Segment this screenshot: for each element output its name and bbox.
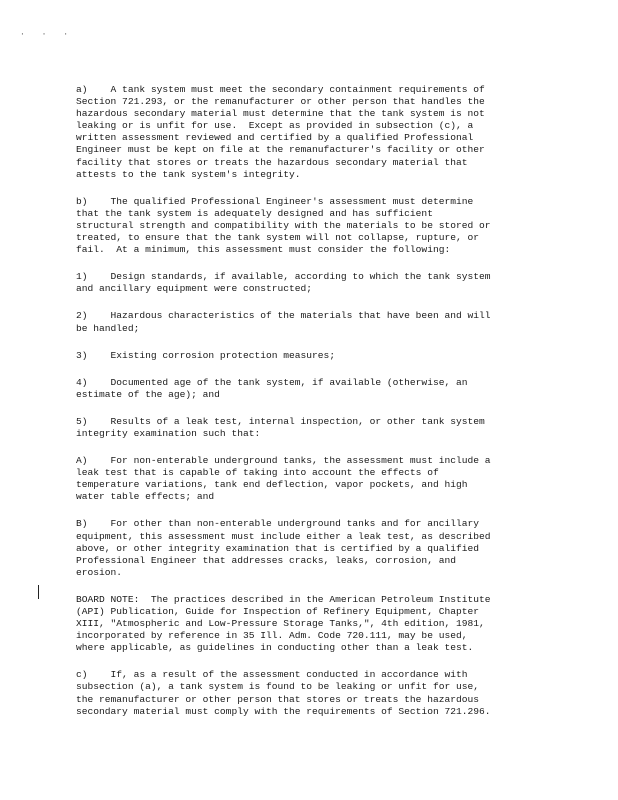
board-note: BOARD NOTE: The practices described in the American Petroleum Institute (API) Publication, Guide for Inspection of Refinery Equipment, Chapter XIII, "Atmospheric and Low-Pressure Storage Tanks,", 4th edition, 1981, incorporated by reference in 35 Ill. Adm. Code 720.111, may be used, where applicable, as guidelines in conducting other than a leak test. bbox=[76, 593, 491, 654]
paragraph-b-5-A: A) For non-enterable underground tanks, the assessment must include a leak test that is capable of taking into account the effects of temperature variations, tank end deflection, vapor pockets, and high water table effects; and bbox=[76, 455, 491, 503]
paragraph-b-1: 1) Design standards, if available, according to which the tank system and ancillary equipment were constructed; bbox=[76, 271, 491, 295]
paragraph-b-2: 2) Hazardous characteristics of the materials that have been and will be handled; bbox=[76, 310, 491, 334]
paragraph-a: a) A tank system must meet the secondary containment requirements of Section 721.293, or the remanufacturer or other person that handles the hazardous secondary material must determine that the tank system is not leaking or is unfit for use. Except as provided in subsection (c), a written assessment reviewed and certified by a qualified Professional Engineer must be kept on file at the remanufacturer's facility or other facility that stores or treats the hazardous secondary material that attests to the tank system's integrity. bbox=[76, 84, 485, 180]
paragraph-b-5-B: B) For other than non-enterable underground tanks and for ancillary equipment, this assessment must include either a leak test, as described above, or other integrity examination that is certified by a qualified Professional Engineer that addresses cracks, leaks, corrosion, and erosion. bbox=[76, 518, 491, 578]
paragraph-b-4: 4) Documented age of the tank system, if available (otherwise, an estimate of the age); and bbox=[76, 376, 468, 400]
document-body bbox=[76, 84, 544, 733]
paragraph-b-3: 3) Existing corrosion protection measures; bbox=[76, 349, 336, 361]
scan-specks: · · · bbox=[20, 30, 75, 39]
paragraph-b-5: 5) Results of a leak test, internal inspection, or other tank system integrity examination such that: bbox=[76, 415, 485, 439]
paragraph-c: c) If, as a result of the assessment conducted in accordance with subsection (a), a tank system is found to be leaking or unfit for use, the remanufacturer or other person that stores or treats the hazardous secondary material must comply with the requirements of Section 721.296. bbox=[76, 669, 491, 717]
paragraph-b: b) The qualified Professional Engineer's assessment must determine that the tank system is adequately designed and has sufficient structural strength and compatibility with the materials to be stored or treated, to ensure that the tank system will not collapse, rupture, or fail. At a minimum, this assessment must consider the following: bbox=[76, 195, 491, 256]
revision-bar bbox=[38, 585, 39, 599]
